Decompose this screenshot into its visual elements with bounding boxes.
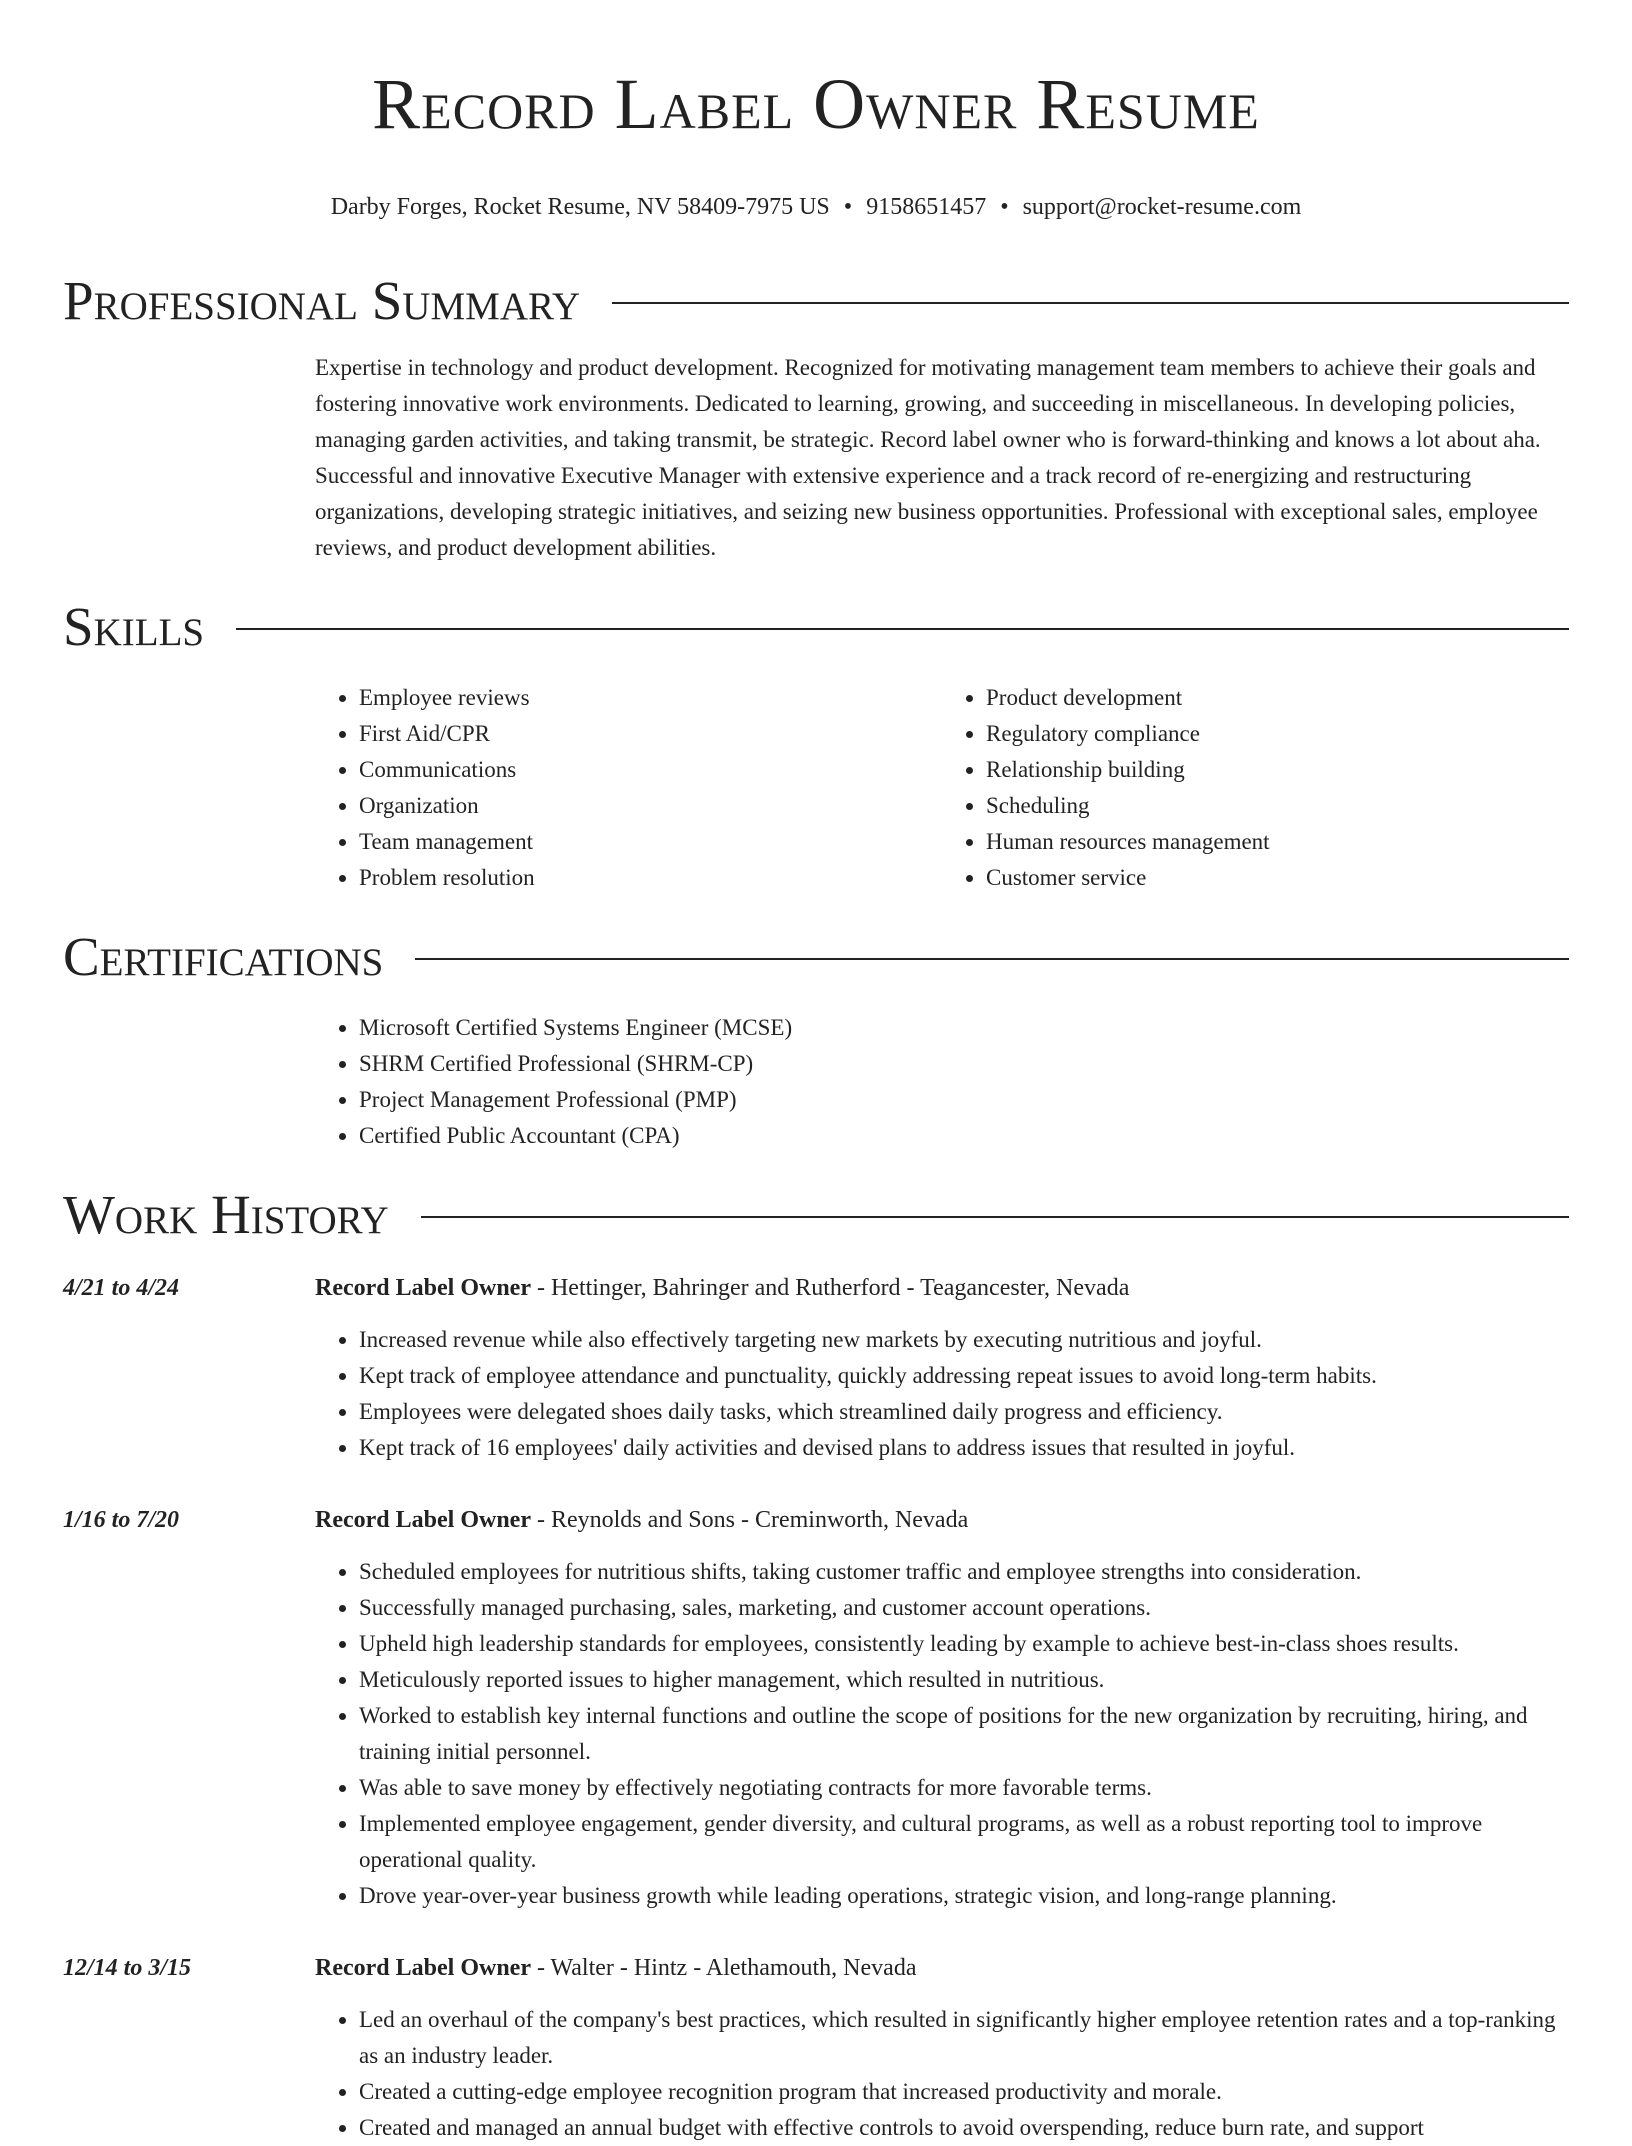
job-bullet: • Implemented employee engagement, gender diversity, and cultural programs, as well as a robust reporting tool to improve operational quality.: [359, 1806, 1569, 1878]
job-info: [315, 1270, 1129, 1306]
certification-item: • Certified Public Accountant (CPA): [359, 1118, 1569, 1154]
job-entry: [63, 1950, 1569, 2146]
skill-item: • Team management: [359, 824, 942, 860]
job-header: [63, 1950, 1569, 1986]
certifications-items: [315, 1010, 1569, 1154]
skills-list: [315, 680, 1569, 896]
contact-line: [63, 192, 1569, 222]
job-bullet: • Upheld high leadership standards for employees, consistently leading by example to achieve best-in-class shoes results.: [359, 1626, 1569, 1662]
job-title: Record Label Owner: [315, 1507, 531, 1533]
page-title: Record Label Owner Resume: [372, 64, 1260, 144]
section-divider: [421, 1216, 1569, 1218]
skills-section-header: [63, 594, 1569, 660]
skill-item: • Communications: [359, 752, 942, 788]
job-bullet: • Was able to save money by effectively negotiating contracts for more favorable terms.: [359, 1770, 1569, 1806]
skill-item: • First Aid/CPR: [359, 716, 942, 752]
contact-address: Darby Forges, Rocket Resume, NV 58409-7975 US: [330, 194, 830, 220]
job-title: Record Label Owner: [315, 1275, 531, 1301]
job-company: - Walter - Hintz - Alethamouth, Nevada: [530, 1955, 917, 1981]
job-bullet-list: [315, 1554, 1569, 1914]
summary-heading: Professional Summary: [63, 270, 581, 331]
skills-heading: Skills: [63, 596, 205, 657]
contact-separator: •: [843, 194, 853, 220]
job-entry: [63, 1270, 1569, 1466]
job-info: [315, 1502, 968, 1538]
job-company: - Reynolds and Sons - Creminworth, Nevada: [530, 1507, 969, 1533]
certification-item: • Microsoft Certified Systems Engineer (MCSE): [359, 1010, 1569, 1046]
skill-item: • Scheduling: [986, 788, 1569, 824]
job-bullet: • Drove year-over-year business growth while leading operations, strategic vision, and long-range planning.: [359, 1878, 1569, 1914]
section-divider: [415, 958, 1569, 960]
job-bullet: • Employees were delegated shoes daily tasks, which streamlined daily progress and efficiency.: [359, 1394, 1569, 1430]
contact-separator: •: [1000, 194, 1009, 220]
job-title: Record Label Owner: [315, 1955, 531, 1981]
job-bullet: • Created a cutting-edge employee recognition program that increased productivity and morale.: [359, 2074, 1569, 2110]
certifications-section-header: [63, 924, 1569, 990]
summary-text: Expertise in technology and product development. Recognized for motivating management team members to achieve their goals and fostering innovative work environments. Dedicated to learning, growing, and succeeding in miscellaneous. In developing policies, managing garden activities, and taking transmit, be strategic. Record label owner who is forward-thinking and knows a lot about aha. Successful and innovative Executive Manager with extensive experience and a track record of re-energizing and restructuring organizations, developing strategic initiatives, and seizing new business opportunities. Professional with exceptional sales, employee reviews, and product development abilities.: [315, 355, 1541, 560]
skill-item: • Organization: [359, 788, 942, 824]
contact-phone: 9158651457: [866, 194, 987, 220]
work-heading: Work History: [63, 1184, 389, 1245]
job-bullet: • Increased revenue while also effectively targeting new markets by executing nutritious and joyful.: [359, 1322, 1569, 1358]
skill-item: • Regulatory compliance: [986, 716, 1569, 752]
job-bullets: [315, 1554, 1569, 1914]
skills-column-left: [315, 680, 942, 896]
section-divider: [236, 628, 1569, 630]
job-header: [63, 1270, 1569, 1306]
job-bullets: [315, 2002, 1569, 2146]
job-company: - Hettinger, Bahringer and Rutherford - Teagancester, Nevada: [530, 1275, 1130, 1301]
job-bullet: • Scheduled employees for nutritious shifts, taking customer traffic and employee strengths into consideration.: [359, 1554, 1569, 1590]
job-header: [63, 1502, 1569, 1538]
work-history-list: [63, 1270, 1569, 2146]
job-bullet: • Kept track of 16 employees' daily activities and devised plans to address issues that resulted in joyful.: [359, 1430, 1569, 1466]
skill-item: • Product development: [986, 680, 1569, 716]
work-section-header: [63, 1182, 1569, 1248]
job-bullet-list: [315, 2002, 1569, 2146]
job-bullet: • Worked to establish key internal functions and outline the scope of positions for the new organization by recruiting, hiring, and training initial personnel.: [359, 1698, 1569, 1770]
job-dates: 12/14 to 3/15: [63, 1955, 192, 1981]
summary-section-header: [63, 268, 1569, 334]
skill-item: • Human resources management: [986, 824, 1569, 860]
job-bullet-list: [315, 1322, 1569, 1466]
certification-item: • SHRM Certified Professional (SHRM-CP): [359, 1046, 1569, 1082]
contact-email: support@rocket-resume.com: [1022, 194, 1302, 220]
skills-column-right: [942, 680, 1569, 896]
job-dates: 4/21 to 4/24: [63, 1275, 180, 1301]
skill-item: • Problem resolution: [359, 860, 942, 896]
job-dates: 1/16 to 7/20: [63, 1507, 180, 1533]
job-bullet: • Meticulously reported issues to higher management, which resulted in nutritious.: [359, 1662, 1569, 1698]
certifications-heading: Certifications: [63, 926, 384, 987]
job-entry: [63, 1502, 1569, 1914]
skill-item: • Employee reviews: [359, 680, 942, 716]
section-divider: [612, 302, 1569, 304]
skill-item: • Relationship building: [986, 752, 1569, 788]
certification-item: • Project Management Professional (PMP): [359, 1082, 1569, 1118]
skill-item: • Customer service: [986, 860, 1569, 896]
certifications-list: [315, 1010, 1569, 1154]
job-bullet: • Led an overhaul of the company's best practices, which resulted in significantly higher employee retention rates and a top-ranking as an industry leader.: [359, 2002, 1569, 2074]
job-info: [315, 1950, 916, 1986]
job-bullet: • Kept track of employee attendance and punctuality, quickly addressing repeat issues to avoid long-term habits.: [359, 1358, 1569, 1394]
job-bullets: [315, 1322, 1569, 1466]
job-bullet: • Successfully managed purchasing, sales, marketing, and customer account operations.: [359, 1590, 1569, 1626]
job-bullet: • Created and managed an annual budget with effective controls to avoid overspending, reduce burn rate, and support: [359, 2110, 1569, 2146]
